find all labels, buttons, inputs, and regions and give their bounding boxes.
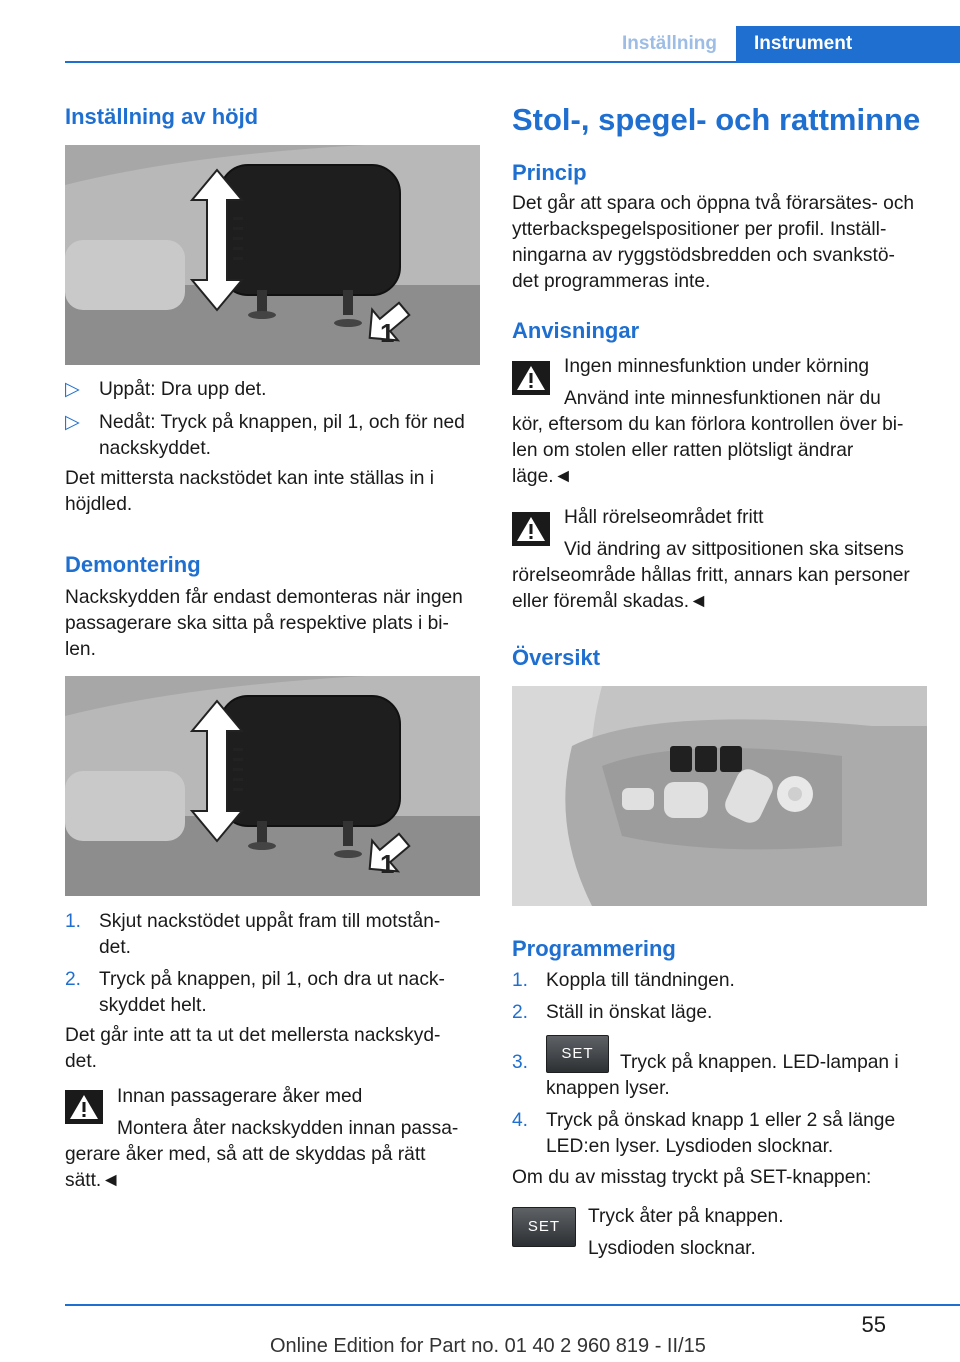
heading-programming: Programmering <box>512 936 676 961</box>
list-item: 3. Tryck på knappen. LED-lampan i knappen lyser. <box>512 1052 899 1099</box>
set-button[interactable]: SET <box>512 1207 576 1247</box>
list-item: ▷ Uppåt: Dra upp det. <box>65 379 267 400</box>
footer-rule <box>65 1304 960 1306</box>
paragraph-press-again: Tryck åter på knappen. <box>588 1206 784 1227</box>
header-tab-section: Inställning <box>622 33 717 54</box>
warning-text-line: Vid ändring av sittpositionen ska sitsens <box>564 539 904 560</box>
warning-text: kör, eftersom du kan förlora kontrollen över bi‐ len om stolen eller ratten plötsligt ändrar läge.◄ <box>512 414 904 487</box>
warning-icon <box>65 1090 103 1124</box>
list-item: ▷ Nedåt: Tryck på knappen, pil 1, och för ned nackskyddet. <box>65 412 465 459</box>
set-button[interactable]: SET <box>546 1035 609 1073</box>
warning-text: rörelseområde hållas fritt, annars kan personer eller föremål skadas.◄ <box>512 565 910 612</box>
list-item: 4. Tryck på önskad knapp 1 eller 2 så länge LED:en lyser. Lysdioden slocknar. <box>512 1110 896 1157</box>
warning-title: Ingen minnesfunktion under körning <box>564 356 870 377</box>
heading-height-adjustment: Inställning av höjd <box>65 104 259 129</box>
warning-title: Håll rörelseområdet fritt <box>564 507 764 528</box>
warning-icon <box>512 361 550 395</box>
warning-text: gerare åker med, så att de skyddas på rätt sätt.◄ <box>65 1144 426 1191</box>
paragraph-removal: Nackskydden får endast demonteras när ingen passagerare ska sitta på respektive plats i bi‐ len. <box>65 587 463 660</box>
paragraph-center-note: Det mittersta nackstödet kan inte ställas in i höjdled. <box>65 468 434 515</box>
warning-title: Innan passagerare åker med <box>117 1086 363 1107</box>
heading-memory: Stol-, spegel- och rattminne <box>512 102 921 137</box>
heading-removal: Demontering <box>65 552 201 577</box>
list-item: 2. Tryck på knappen, pil 1, och dra ut nack‐ skyddet helt. <box>65 969 445 1016</box>
list-item: 1. Skjut nackstödet uppåt fram till motstån‐ det. <box>65 911 441 958</box>
paragraph-mistake: Om du av misstag tryckt på SET-knappen: <box>512 1167 872 1188</box>
paragraph-principle: Det går att spara och öppna två förarsätes- och ytterbackspegelspositioner per profil. Inställ‐ ningarna av ryggstödsbredden och svankstö‐ det programmeras inte. <box>512 193 915 292</box>
figure-label-1: 1 <box>380 849 395 879</box>
warning-text-line: Använd inte minnesfunktionen när du <box>564 388 881 409</box>
list-item: 1. Koppla till tändningen. <box>512 970 735 991</box>
list-item: 2. Ställ in önskat läge. <box>512 1002 713 1023</box>
paragraph-middle-headrest: Det går inte att ta ut det mellersta nackskyd‐ det. <box>65 1025 441 1072</box>
figure-label-1: 1 <box>380 318 395 348</box>
heading-overview: Översikt <box>512 645 601 670</box>
headrest-figure-2 <box>65 676 480 896</box>
heading-notes: Anvisningar <box>512 318 640 343</box>
seat-controls-figure <box>512 686 927 906</box>
footer-edition: Online Edition for Part no. 01 40 2 960 819 - II/15 <box>270 1335 706 1357</box>
warning-text-line: Montera åter nackskydden innan passa‐ <box>117 1118 459 1139</box>
header-tab-active: Instrument <box>736 26 960 61</box>
headrest-figure-1 <box>65 145 480 365</box>
heading-principle: Princip <box>512 160 587 185</box>
warning-icon <box>512 512 550 546</box>
page-number: 55 <box>861 1312 886 1337</box>
header-rule <box>65 61 960 63</box>
paragraph-led-off: Lysdioden slocknar. <box>588 1238 756 1259</box>
